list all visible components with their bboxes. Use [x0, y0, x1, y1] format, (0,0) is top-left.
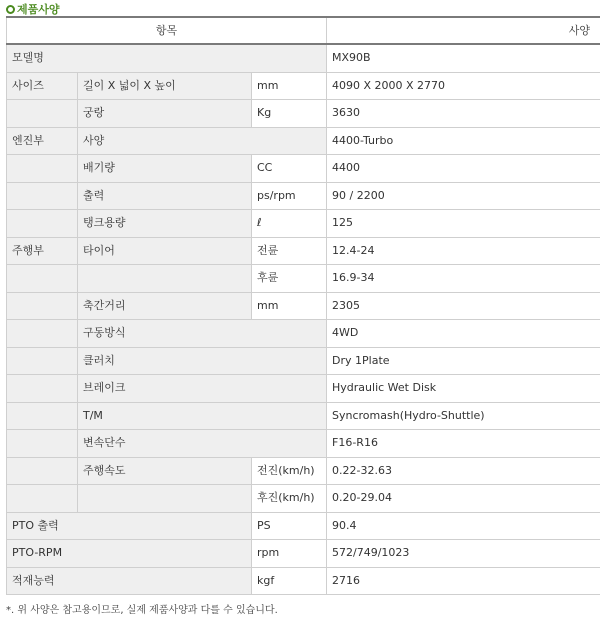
row-value-pto-rpm: 572/749/1023	[327, 540, 600, 568]
section-title-text: 제품사양	[17, 3, 60, 16]
row-label-clutch: 클러치	[78, 347, 327, 375]
category-empty	[7, 375, 78, 403]
row-label-tire: 타이어	[78, 237, 252, 265]
row-value-tm: Syncromash(Hydro-Shuttle)	[327, 402, 600, 430]
category-drive: 주행부	[7, 237, 78, 265]
row-value-drive: 4WD	[327, 320, 600, 348]
row-value-capacity: 2716	[327, 567, 600, 595]
row-unit-capacity: kgf	[252, 567, 327, 595]
row-value-engine-spec: 4400-Turbo	[327, 127, 600, 155]
category-empty	[7, 402, 78, 430]
row-value-tire-front: 12.4-24	[327, 237, 600, 265]
category-empty	[7, 100, 78, 128]
table-row	[7, 182, 600, 210]
row-value-gears: F16-R16	[327, 430, 600, 458]
category-empty	[7, 430, 78, 458]
row-label-wheelbase: 축간거리	[78, 292, 252, 320]
row-label-brake: 브레이크	[78, 375, 327, 403]
row-value-clutch: Dry 1Plate	[327, 347, 600, 375]
table-header-row	[7, 17, 600, 44]
table-row	[7, 375, 600, 403]
table-row	[7, 100, 600, 128]
table-row	[7, 237, 600, 265]
row-label-empty	[78, 485, 252, 513]
table-row	[7, 320, 600, 348]
header-item: 항목	[7, 17, 327, 44]
row-value-tire-rear: 16.9-34	[327, 265, 600, 293]
row-unit-pto: PS	[252, 512, 327, 540]
row-label-capacity: 적재능력	[7, 567, 252, 595]
table-row	[7, 567, 600, 595]
row-label-engine-spec: 사양	[78, 127, 327, 155]
row-value-speed-rev: 0.20-29.04	[327, 485, 600, 513]
category-empty	[7, 210, 78, 238]
table-row	[7, 512, 600, 540]
table-row	[7, 127, 600, 155]
table-row	[7, 540, 600, 568]
header-spec: 사양	[327, 17, 600, 44]
category-size: 사이즈	[7, 72, 78, 100]
footnote: *. 위 사양은 참고용이므로, 실제 제품사양과 다를 수 있습니다.	[6, 605, 278, 616]
table-row	[7, 72, 600, 100]
row-value-tank: 125	[327, 210, 600, 238]
row-label-drive: 구동방식	[78, 320, 327, 348]
row-value-model: MX90B	[327, 44, 600, 72]
row-label-weight: 궁랑	[78, 100, 252, 128]
row-unit-pto-rpm: rpm	[252, 540, 327, 568]
table-row	[7, 485, 600, 513]
row-unit-tank: ℓ	[252, 210, 327, 238]
table-row	[7, 292, 600, 320]
table-row	[7, 430, 600, 458]
row-label-model: 모델명	[7, 44, 327, 72]
category-engine: 엔진부	[7, 127, 78, 155]
section-title	[6, 1, 60, 17]
row-value-wheelbase: 2305	[327, 292, 600, 320]
row-value-pto: 90.4	[327, 512, 600, 540]
category-empty	[7, 155, 78, 183]
row-label-displacement: 배기량	[78, 155, 252, 183]
row-unit-wheelbase: mm	[252, 292, 327, 320]
row-unit-dims: mm	[252, 72, 327, 100]
table-row	[7, 347, 600, 375]
row-unit-displacement: CC	[252, 155, 327, 183]
category-empty	[7, 292, 78, 320]
table-row	[7, 265, 600, 293]
row-value-output: 90 / 2200	[327, 182, 600, 210]
table-row	[7, 402, 600, 430]
row-label-pto: PTO 출력	[7, 512, 252, 540]
row-unit-tire-front: 전륜	[252, 237, 327, 265]
row-unit-speed-fwd: 전진(km/h)	[252, 457, 327, 485]
row-unit-output: ps/rpm	[252, 182, 327, 210]
table-row	[7, 44, 600, 72]
row-value-weight: 3630	[327, 100, 600, 128]
category-empty	[7, 485, 78, 513]
row-value-brake: Hydraulic Wet Disk	[327, 375, 600, 403]
row-label-empty	[78, 265, 252, 293]
table-row	[7, 457, 600, 485]
row-label-gears: 변속단수	[78, 430, 327, 458]
category-empty	[7, 457, 78, 485]
spec-table	[6, 16, 600, 595]
row-unit-speed-rev: 후진(km/h)	[252, 485, 327, 513]
circle-bullet-icon	[6, 5, 15, 14]
row-value-dims: 4090 X 2000 X 2770	[327, 72, 600, 100]
row-value-speed-fwd: 0.22-32.63	[327, 457, 600, 485]
row-label-tank: 탱크용량	[78, 210, 252, 238]
row-unit-tire-rear: 후륜	[252, 265, 327, 293]
row-label-speed: 주행속도	[78, 457, 252, 485]
category-empty	[7, 347, 78, 375]
row-value-displacement: 4400	[327, 155, 600, 183]
table-row	[7, 155, 600, 183]
category-empty	[7, 182, 78, 210]
category-empty	[7, 320, 78, 348]
category-empty	[7, 265, 78, 293]
row-label-pto-rpm: PTO-RPM	[7, 540, 252, 568]
table-row	[7, 210, 600, 238]
row-label-output: 출력	[78, 182, 252, 210]
row-unit-weight: Kg	[252, 100, 327, 128]
row-label-dims: 길이 X 넓이 X 높이	[78, 72, 252, 100]
row-label-tm: T/M	[78, 402, 327, 430]
